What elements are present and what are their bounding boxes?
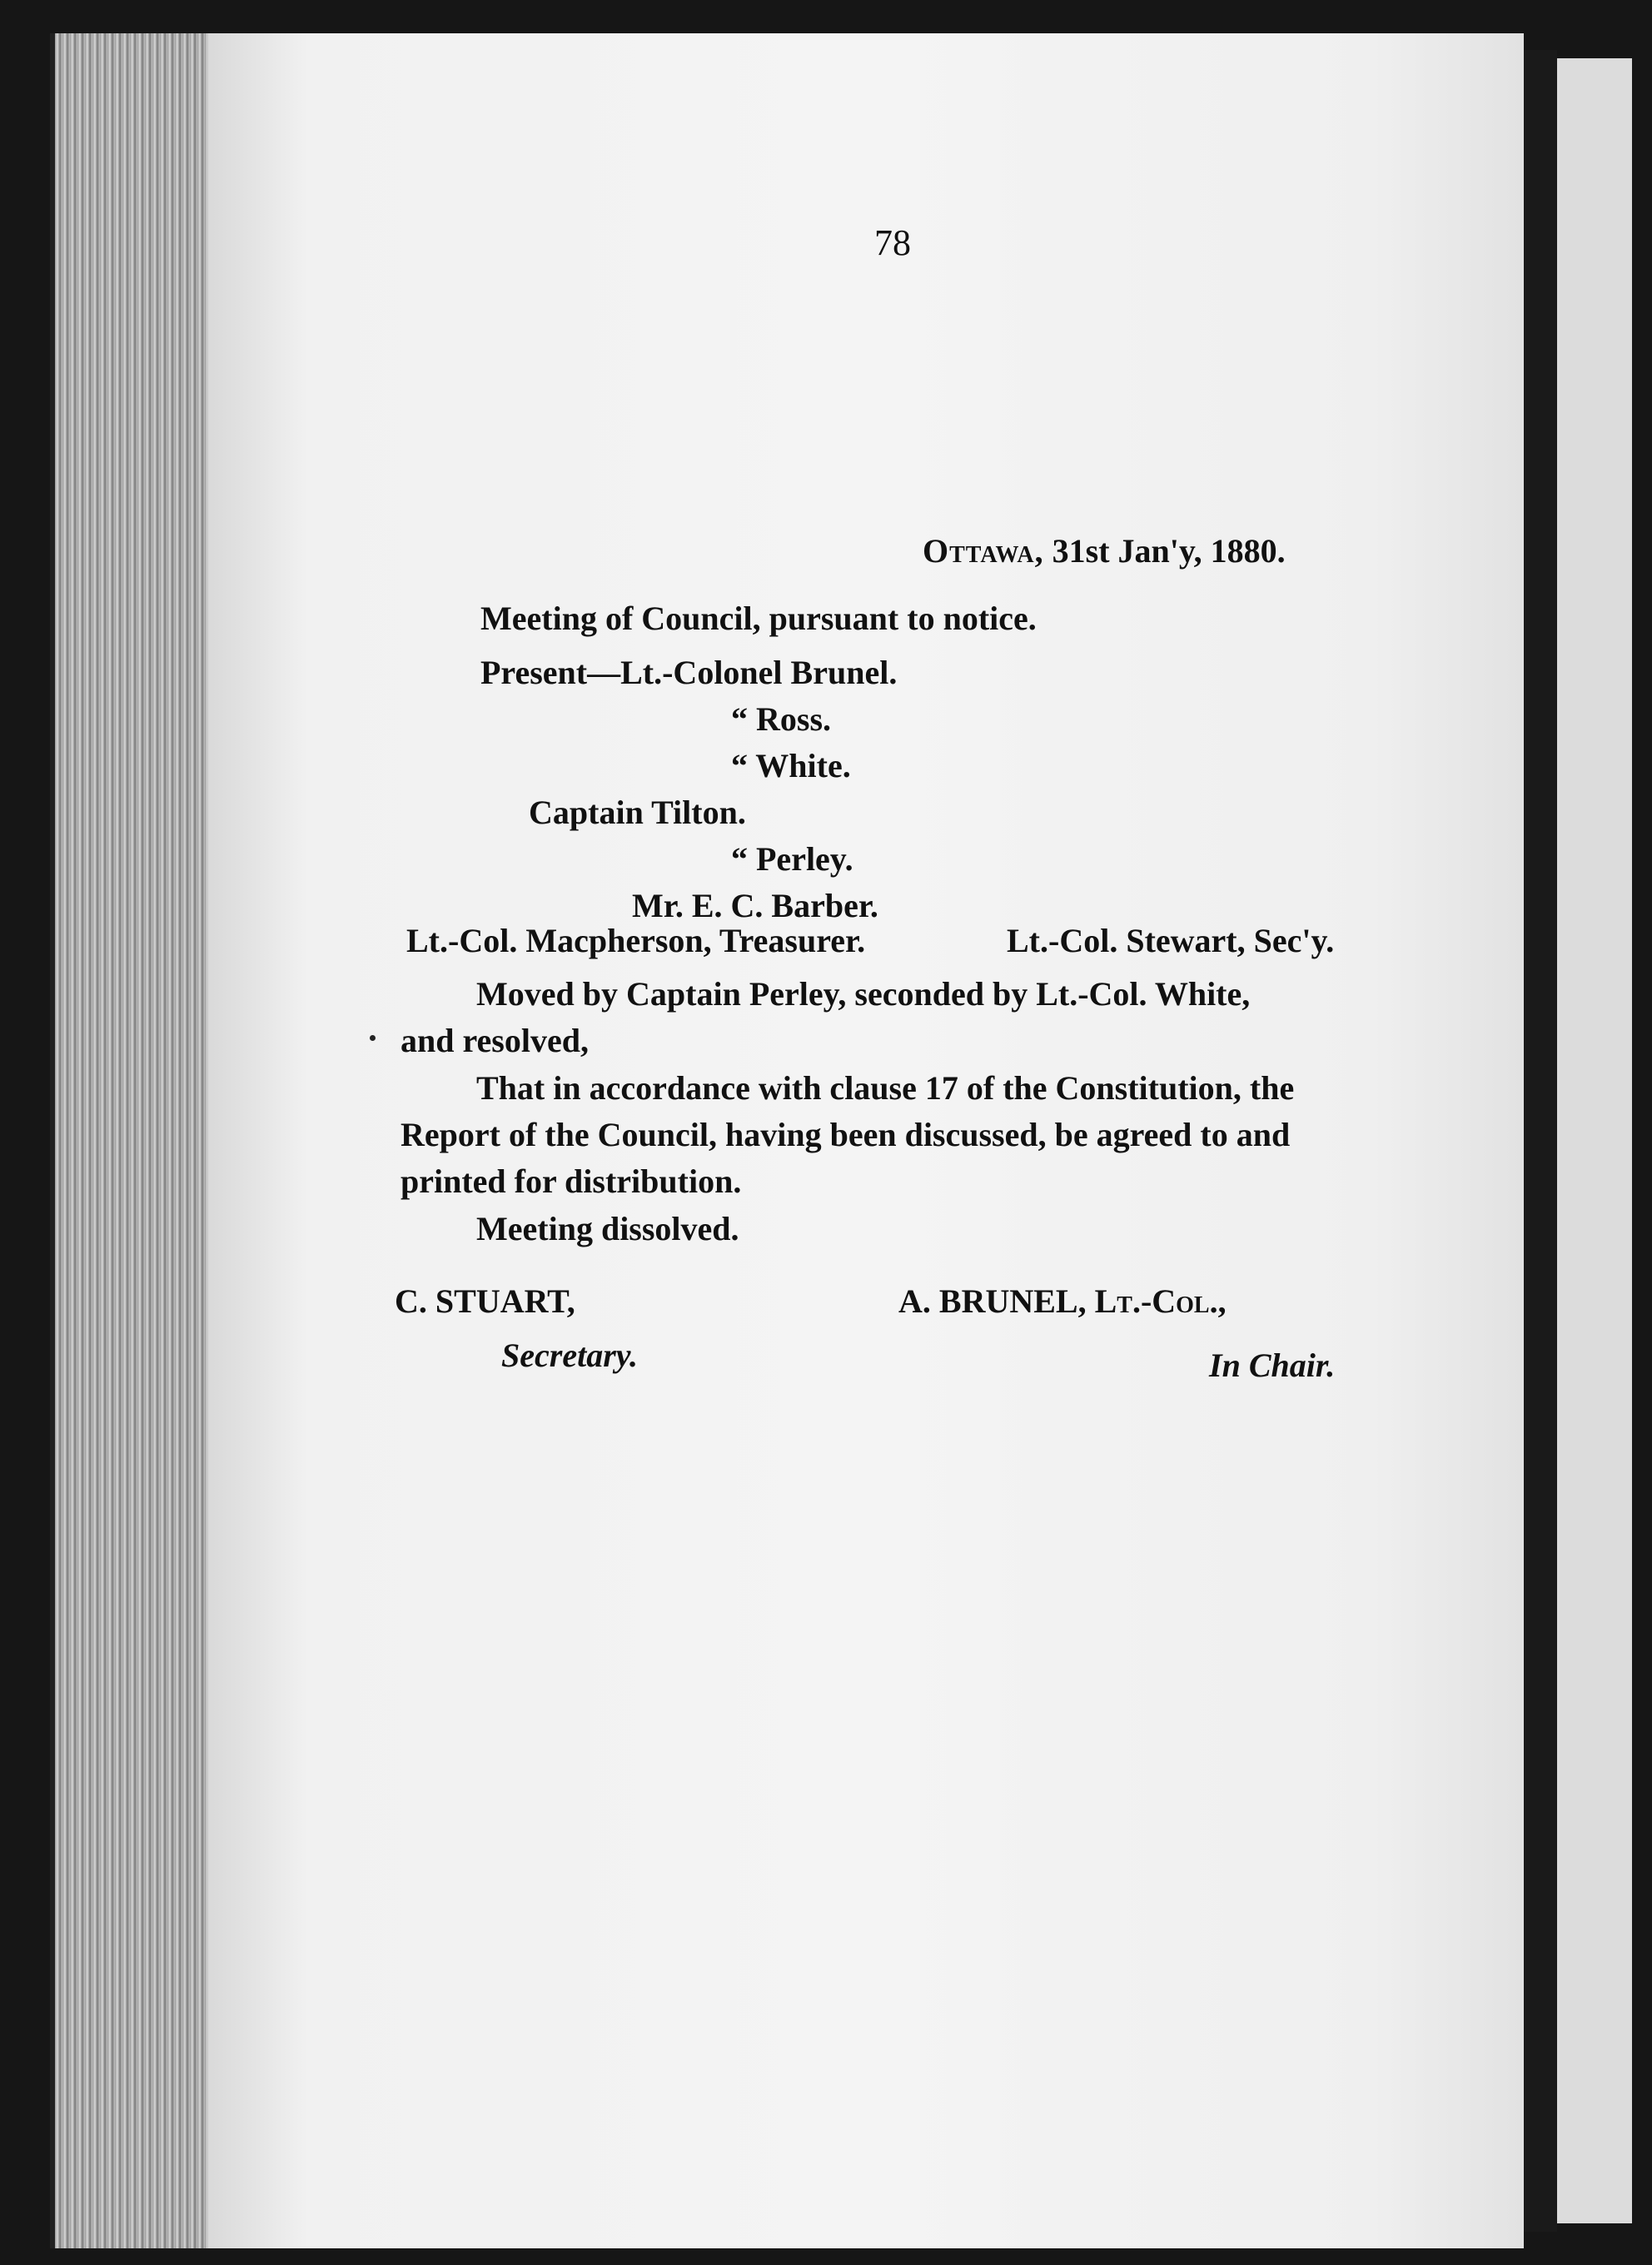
attendee-barber: Mr. E. C. Barber. bbox=[632, 887, 878, 924]
attendee-white: “ White. bbox=[731, 747, 851, 784]
motion-line: Moved by Captain Perley, seconded by Lt.-Col. White, bbox=[476, 975, 1251, 1013]
signature-secretary-name: C. STUART, bbox=[395, 1282, 575, 1320]
resolution-line-2: Report of the Council, having been discussed, be agreed to and bbox=[401, 1116, 1291, 1153]
resolved-line: and resolved, bbox=[401, 1022, 589, 1059]
attendee-tilton: Captain Tilton. bbox=[529, 794, 746, 831]
meeting-notice: Meeting of Council, pursuant to notice. bbox=[480, 600, 1037, 637]
page-number: 78 bbox=[874, 222, 911, 263]
signature-secretary-title: Secretary. bbox=[501, 1337, 639, 1374]
present-line: Present—Lt.-Colonel Brunel. bbox=[480, 654, 898, 691]
signature-chair-title: In Chair. bbox=[1209, 1347, 1336, 1384]
meeting-dissolved: Meeting dissolved. bbox=[476, 1210, 739, 1247]
stray-mark bbox=[370, 1035, 376, 1041]
resolution-line-3: printed for distribution. bbox=[401, 1162, 742, 1200]
signature-chair bbox=[898, 1282, 1227, 1320]
place: Ottawa, bbox=[923, 532, 1044, 570]
attendee-ross: “ Ross. bbox=[731, 700, 832, 738]
attendee-perley: “ Perley. bbox=[731, 840, 853, 878]
signature-chair-name: A. BRUNEL, bbox=[898, 1282, 1087, 1320]
signature-chair-rank: Lt.-Col., bbox=[1094, 1282, 1227, 1320]
date: 31st Jan'y, 1880. bbox=[1052, 532, 1286, 570]
resolution-line-1: That in accordance with clause 17 of the Constitution, the bbox=[476, 1069, 1295, 1107]
place-date bbox=[923, 532, 1286, 570]
attendee-treasurer: Lt.-Col. Macpherson, Treasurer. bbox=[406, 922, 866, 959]
attendee-secretary: Lt.-Col. Stewart, Sec'y. bbox=[1007, 922, 1335, 959]
